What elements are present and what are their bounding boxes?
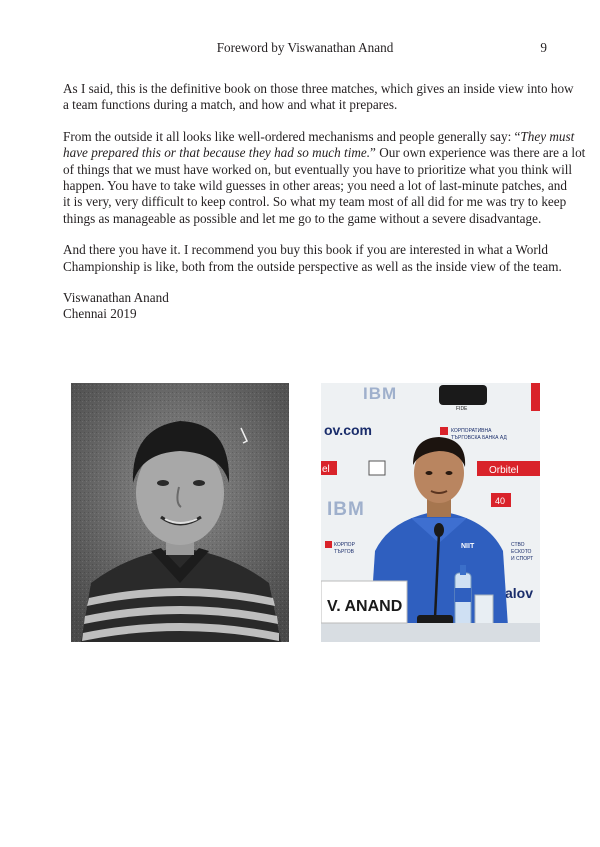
paragraph-2 <box>63 128 586 227</box>
svg-text:FIDE: FIDE <box>456 406 468 412</box>
orbitel-logo: Orbitel <box>489 465 519 476</box>
bank-small-line1: КОРПОР <box>334 542 355 548</box>
press-conference-photo <box>321 383 540 642</box>
signature-place-year: Chennai 2019 <box>63 306 137 322</box>
alov-text: alov <box>505 585 534 601</box>
sport-text-2: ЕСКОТО <box>511 549 532 555</box>
el-logo: el <box>322 464 330 475</box>
text-line: Championship is like, both from the outside perspective as well as the inside view of the team. <box>63 258 562 274</box>
number-logo: 40 <box>495 496 506 506</box>
childhood-photo <box>71 383 289 642</box>
paragraph-1 <box>63 81 574 114</box>
sport-text-3: И СПОРТ <box>511 556 534 562</box>
signature-name: Viswanathan Anand <box>63 290 169 306</box>
bank-name-line1: КОРПОРАТИВНА <box>451 428 492 434</box>
header-title: Foreword by Viswanathan Anand <box>216 40 394 55</box>
italic-quote: have prepared this or that because they had so much time. <box>63 145 371 161</box>
sport-text-1: СТВО <box>511 542 525 548</box>
text-line <box>63 145 586 161</box>
text-line: As I said, this is the definitive book on those three matches, which gives an inside view into how <box>63 81 574 96</box>
text-line: happen. You have to take wild guesses in other areas; you need a lot of last-minute patches, and <box>63 178 567 194</box>
text-line: a team functions during a match, and how and what it prepares. <box>63 97 398 113</box>
bank-name-line2: ТЪРГОВСКА БАНКА АД <box>451 435 507 441</box>
foreword-body <box>63 81 586 323</box>
banner-url: ov.com <box>324 422 372 438</box>
text-line <box>63 128 575 145</box>
text-line: of things that we must have worked on, but eventually you have to prioritize what you think will <box>63 161 573 177</box>
text-line: things as manageable as possible and let me go to the game without a severe disadvantage. <box>63 210 542 226</box>
text-run: From the outside it all looks like well-ordered mechanisms and people generally say: “ <box>63 128 521 144</box>
bank-small-line2: ТЪРГОВ <box>334 549 354 555</box>
ibm-logo-mid: IBM <box>327 499 365 520</box>
shirt-logo: NIIT <box>461 543 475 550</box>
text-line: And there you have it. I recommend you buy this book if you are interested in what a World <box>63 242 548 258</box>
page-number: 9 <box>540 40 547 55</box>
name-card: V. ANAND <box>327 598 403 615</box>
running-header <box>63 40 547 58</box>
ibm-logo-top: IBM <box>363 384 398 403</box>
signature-block <box>63 290 548 323</box>
paragraph-3 <box>63 242 562 275</box>
text-run: ” Our own experience was there are a lot <box>370 145 586 161</box>
text-line: it is very, very difficult to keep control. So what my team most of all did for me was try to keep <box>63 194 567 210</box>
italic-quote: They must <box>520 128 575 144</box>
